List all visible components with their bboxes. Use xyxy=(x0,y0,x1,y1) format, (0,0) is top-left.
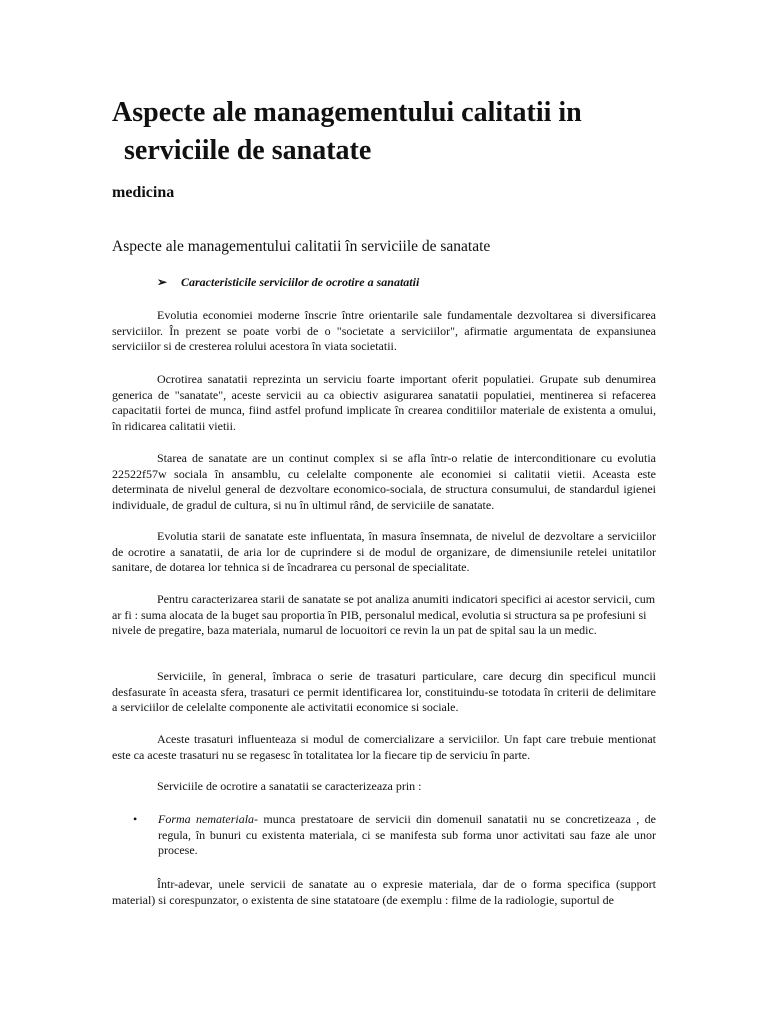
title-line-1: Aspecte ale managementului calitatii in xyxy=(112,97,582,128)
paragraph-1: Evolutia economiei moderne înscrie între orientarile sale fundamentale dezvoltarea si diversificarea serviciilor. În prezent se poate vorbi de o "societate a serviciilor", afirmatie argumentata de expansiunea serviciilor si de cresterea rolului acestora în viata societatii. xyxy=(112,308,656,353)
document-subtitle: Aspecte ale managementului calitatii în serviciile de sanatate xyxy=(112,238,491,255)
bullet-item-body: munca prestatoare de servicii din domenuil sanatatii nu se concretizeaza , de regula, în bunuri cu existenta materiala, ci se manifesta sub forma unor activitati sau faze ale unor procese. xyxy=(158,812,656,857)
paragraph-2: Ocrotirea sanatatii reprezinta un serviciu foarte important oferit populatiei. Grupate sub denumirea generica de "sanatate", aceste servicii au ca obiectiv asigurarea sanatatii populatiei, mentinerea si refacerea capacitatii fortei de munca, fiind astfel profund implicate în crearea conditiilor materiale de existenta a omului, în ridicarea calitatii vietii. xyxy=(112,372,656,433)
paragraph-6: Serviciile, în general, îmbraca o serie de trasaturi particulare, care decurg din specificul muncii desfasurate în aceasta sfera, trasaturi ce permit identificarea lor, constituindu-se totodata în criterii de delimitare a serviciilor de celelalte componente ale activitatii economice si sociale. xyxy=(112,669,656,714)
paragraph-4: Evolutia starii de sanatate este influentata, în masura însemnata, de nivelul de dezvoltare a serviciilor de ocrotire a sanatatii, de aria lor de cuprindere si de modul de organizare, de dimensiunile retelei unitatilor sanitare, de dotarea lor tehnica si de încadrarea cu personal de specialitate. xyxy=(112,529,656,574)
section-heading-text: Caracteristicile serviciilor de ocrotire a sanatatii xyxy=(181,275,420,289)
category-label: medicina xyxy=(112,184,175,201)
paragraph-8: Serviciile de ocrotire a sanatatii se caracterizeaza prin : xyxy=(157,779,422,793)
bullet-list-item xyxy=(133,812,656,859)
bullet-item-emphasis: Forma nemateriala- xyxy=(158,812,259,826)
paragraph-5: Pentru caracterizarea starii de sanatate se pot analiza anumiti indicatori specifici ai acestor servicii, cum ar fi : suma alocata de la buget sau proportia în PIB, personalul medical, evolutia si structura sa pe profesiuni si nivele de pregatire, baza materiala, numarul de locuoitori ce revin la un pat de spital sau la un medic. xyxy=(112,592,656,637)
section-heading xyxy=(157,275,419,290)
document-title xyxy=(112,94,672,170)
arrow-bullet-icon: ➢ xyxy=(157,275,168,289)
closing-paragraph: Într-adevar, unele servicii de sanatate au o expresie materiala, dar de o forma specifica (support material) si corespunzator, o existenta de sine statatoare (de exemplu : filme de la radiologie, suportul de xyxy=(112,877,656,907)
title-line-2: serviciile de sanatate xyxy=(124,135,372,166)
bullet-dot-icon: • xyxy=(133,812,138,826)
paragraph-7: Aceste trasaturi influenteaza si modul de comercializare a serviciilor. Un fapt care trebuie mentionat este ca aceste trasaturi nu se regasesc în totalitatea lor la fiecare tip de serviciu în parte. xyxy=(112,732,656,762)
paragraph-3: Starea de sanatate are un continut complex si se afla într-o relatie de interconditionare cu evolutia 22522f57w sociala în ansamblu, cu celelalte componente ale economiei si calitatii vietii. Aceasta este determinata de nivelul general de dezvoltare economico-sociala, de structura consumului, de standardul igienei individuale, de gradul de cultura, si nu în ultimul rând, de serviciile de sanatate. xyxy=(112,451,656,512)
bullet-item-text xyxy=(158,812,656,859)
